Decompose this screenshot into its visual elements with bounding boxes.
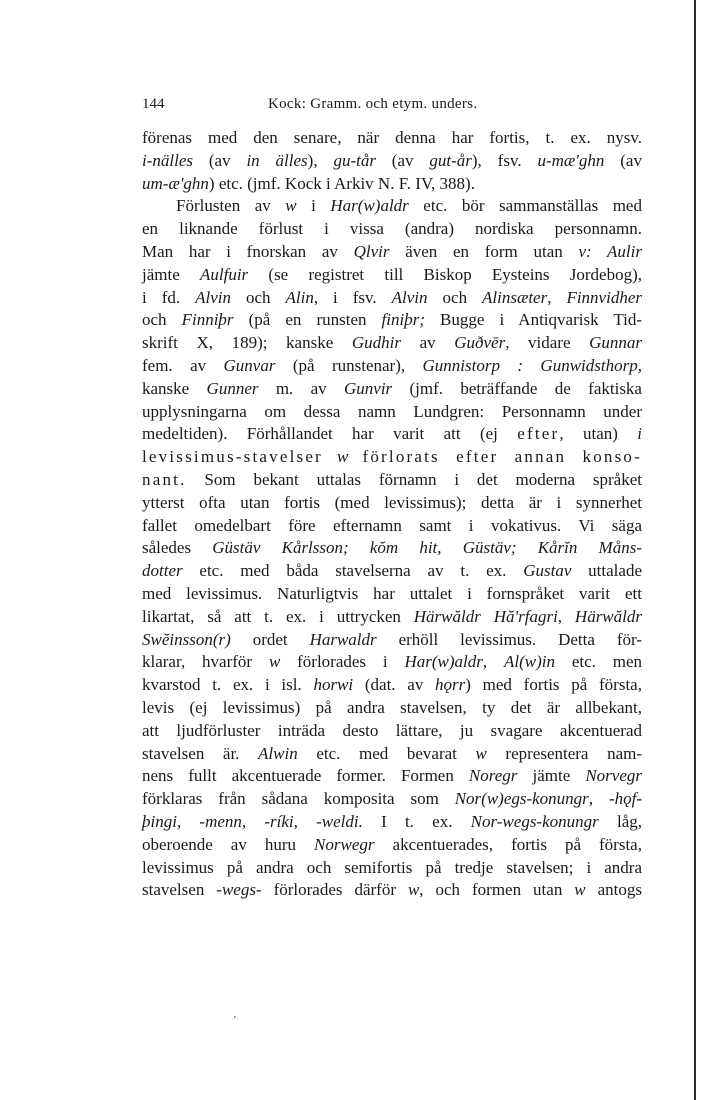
text-segment: en liknande förlust i vissa (andra) nordiska personnamn.: [142, 219, 642, 239]
text-line: [142, 469, 642, 492]
text-segment: att ljudförluster inträda desto lättare, ju svagare akcentuerad: [142, 720, 642, 740]
italic-term: Finnvidher: [566, 287, 642, 307]
italic-term: um-æ'ghn: [142, 173, 209, 193]
text-segment: av: [400, 333, 455, 353]
text-segment: ,: [588, 789, 609, 809]
text-segment: och: [427, 287, 483, 307]
text-segment: etc. men: [554, 652, 643, 672]
text-segment: medeltiden). Förhållandet har varit att (ej: [142, 424, 518, 444]
text-segment: ,: [241, 811, 265, 831]
text-segment: (jmf. beträffande de faktiska: [392, 378, 642, 398]
italic-term: w: [574, 880, 586, 900]
italic-term: Gustav: [523, 561, 572, 581]
text-segment: Som bekant uttalas förnamn i det moderna språket: [186, 469, 642, 489]
italic-term: Gunnistorp : Gunwidsthorp: [422, 355, 638, 375]
text-segment: Bugge i Antiqvarisk Tid-: [425, 310, 642, 330]
italic-term: finiþr;: [381, 310, 425, 330]
text-line: [142, 287, 642, 310]
text-segment: levis (ej levissimus) på andra stavelsen, ty det är allbekant,: [142, 697, 642, 717]
page-number: 144: [142, 96, 165, 112]
text-line: [142, 674, 642, 697]
text-line: [142, 560, 642, 583]
text-segment: m. av: [258, 378, 345, 398]
text-line: [142, 629, 642, 652]
text-segment: i fd.: [142, 287, 196, 307]
text-line: [142, 834, 642, 857]
text-segment: , utan): [559, 424, 638, 444]
text-segment: levissimus på andra och semifortis på tredje stavelsen; i andra: [142, 857, 642, 877]
text-line: [142, 583, 642, 606]
italic-term: w: [475, 743, 487, 763]
text-line: [142, 788, 642, 811]
text-segment: stavelsen är.: [142, 743, 259, 763]
text-segment: (av: [375, 150, 430, 170]
italic-term: u-mæ'ghn: [537, 150, 605, 170]
text-segment: likartat, så att t. ex. i uttrycken: [142, 606, 414, 626]
text-segment: uttalade: [571, 561, 642, 581]
text-segment: ,: [482, 652, 504, 672]
italic-term: i: [637, 424, 642, 444]
text-line: [142, 879, 642, 902]
italic-term: -menn: [199, 811, 242, 831]
text-segment: (på runstenar),: [275, 355, 423, 375]
text-segment: erhöll levissimus. Detta för-: [376, 629, 642, 649]
text-segment: ,: [293, 811, 317, 831]
italic-term: gu-tår: [333, 150, 376, 170]
italic-term: Gudhir: [351, 333, 401, 353]
running-title: Kock: Gramm. och etym. unders.: [268, 96, 478, 112]
italic-term: þingi: [142, 811, 177, 831]
italic-term: Aulfuir: [200, 264, 249, 284]
text-segment: akcentuerades, fortis på första,: [374, 834, 642, 854]
text-segment: och: [142, 310, 182, 330]
text-line: [142, 127, 642, 150]
text-line: [142, 378, 642, 401]
page-header: [142, 94, 642, 114]
text-segment: med levissimus. Naturligtvis har uttalet i fornspråket varit ett: [142, 583, 642, 603]
text-segment: förenas med den senare, när denna har fortis, t. ex. nysv.: [142, 128, 642, 147]
text-line: [142, 446, 642, 469]
text-segment: upplysningarna om dessa namn Lundgren: Personnamn under: [142, 401, 642, 421]
text-segment: även en form utan: [389, 241, 579, 261]
text-line: [142, 173, 642, 196]
text-line: [142, 195, 642, 218]
italic-term: Finniþr: [181, 310, 234, 330]
text-segment: representera nam-: [486, 743, 643, 763]
italic-term: Swĕinsson(r): [142, 629, 231, 649]
text-line: [142, 401, 642, 424]
text-segment: etc. bör sammanställas med: [408, 196, 642, 216]
italic-term: -wegs-: [216, 880, 262, 900]
text-segment: således: [142, 538, 213, 558]
text-line: [142, 857, 642, 880]
text-segment: I t. ex.: [362, 811, 471, 831]
text-segment: jämte: [142, 264, 200, 284]
italic-term: w: [407, 880, 420, 900]
italic-term: -weldi.: [316, 811, 363, 831]
body-text: [142, 127, 642, 902]
italic-term: w: [285, 196, 297, 216]
text-segment: nant.: [142, 469, 187, 489]
italic-term: Har(w)aldr: [330, 196, 409, 216]
text-segment: (av: [193, 150, 247, 170]
italic-term: w: [268, 652, 281, 672]
text-segment: skrift X, 189); kanske: [142, 333, 352, 353]
text-segment: förlorats efter annan konso-: [362, 447, 642, 467]
text-segment: förklaras från sådana komposita som: [142, 789, 455, 809]
italic-term: Harwaldr: [309, 629, 377, 649]
text-segment: kanske: [142, 378, 207, 398]
text-segment: efter: [517, 424, 560, 444]
text-segment: , och formen utan: [419, 880, 575, 900]
text-segment: ordet: [230, 629, 310, 649]
text-segment: kvarstod t. ex. i isl.: [142, 675, 314, 695]
italic-term: Alwin: [258, 743, 298, 763]
text-segment: fallet omedelbart före efternamn samt i vokativus. Vi säga: [142, 515, 642, 535]
text-segment: ,: [637, 355, 642, 375]
text-segment: oberoende av huru: [142, 834, 315, 854]
text-segment: etc. med bevarat: [297, 743, 476, 763]
text-segment: ), fsv.: [471, 150, 538, 170]
text-line: [142, 218, 642, 241]
text-line: [142, 606, 642, 629]
italic-term: gut-år: [429, 150, 472, 170]
text-line: [142, 515, 642, 538]
text-segment: antogs: [585, 880, 642, 900]
text-segment: ) med fortis på första,: [465, 675, 642, 695]
text-segment: [348, 447, 362, 466]
text-segment: [323, 447, 337, 466]
text-line: [142, 743, 642, 766]
text-segment: låg,: [598, 811, 642, 831]
text-segment: Man har i fnorskan av: [142, 241, 354, 261]
text-line: [142, 697, 642, 720]
text-segment: ) etc. (jmf. Kock i Arkiv N. F. IV, 388).: [208, 173, 475, 193]
italic-term: Nor-wegs-konungr: [470, 811, 599, 831]
text-segment: i: [296, 196, 331, 216]
italic-term: v: Aulir: [578, 241, 642, 261]
text-segment: (se registret till Biskop Eysteins Jordebog),: [248, 264, 642, 284]
text-segment: förlorades därför: [261, 880, 408, 900]
text-segment: (av: [604, 150, 642, 170]
italic-term: Har(w)aldr: [404, 652, 483, 672]
italic-term: Alvin: [391, 287, 428, 307]
italic-term: Al(w)in: [503, 652, 555, 672]
text-segment: jämte: [517, 766, 586, 786]
italic-term: Noregr: [468, 766, 518, 786]
text-segment: förlorades i: [280, 652, 405, 672]
italic-term: Nor(w)egs-konungr: [454, 789, 589, 809]
text-line: [142, 765, 642, 788]
page-edge: [694, 0, 696, 1100]
text-segment: ,: [547, 287, 567, 307]
text-line: [142, 332, 642, 355]
text-line: [142, 309, 642, 332]
italic-term: hǫrr: [435, 675, 466, 695]
text-line: [142, 537, 642, 560]
text-line: [142, 811, 642, 834]
text-segment: fem. av: [142, 355, 224, 375]
italic-term: Norwegr: [314, 834, 375, 854]
italic-term: in älles: [246, 150, 308, 170]
italic-term: Gunner: [206, 378, 259, 398]
italic-term: dotter: [142, 561, 183, 581]
italic-term: Alin: [285, 287, 314, 307]
italic-term: Güstäv Kårlsson; kŏm hit, Güstäv; Kårĭn Måns-: [212, 538, 642, 558]
italic-term: Guðvēr: [454, 333, 506, 353]
italic-term: Alvin: [195, 287, 231, 307]
text-line: [142, 423, 642, 446]
text-segment: klarar, hvarför: [142, 652, 269, 672]
text-line: [142, 720, 642, 743]
italic-term: Härwăldr Hă'rfagri, Härwăldr: [413, 606, 642, 626]
italic-term: Gunvir: [344, 378, 393, 398]
text-line: [142, 150, 642, 173]
italic-term: Alinsæter: [482, 287, 548, 307]
text-segment: Förlusten av: [176, 196, 286, 216]
stray-mark: ': [234, 1015, 236, 1026]
italic-term: w: [337, 447, 349, 467]
italic-term: Norvegr: [585, 766, 642, 786]
text-segment: etc. med båda stavelserna av t. ex.: [182, 561, 524, 581]
italic-term: horwi: [313, 675, 354, 695]
italic-term: Gunnar: [589, 333, 642, 353]
text-line: [142, 651, 642, 674]
text-segment: ytterst ofta utan fortis (med levissimus); detta är i synnerhet: [142, 492, 642, 512]
text-segment: (dat. av: [353, 675, 436, 695]
text-line: [142, 241, 642, 264]
text-segment: och: [230, 287, 286, 307]
text-segment: stavelsen: [142, 880, 217, 900]
text-line: [142, 492, 642, 515]
italic-term: Qlvir: [353, 241, 390, 261]
text-segment: ,: [176, 811, 200, 831]
text-segment: , i fsv.: [313, 287, 392, 307]
text-segment: (på en runsten: [233, 310, 382, 330]
text-segment: nens fullt akcentuerade former. Formen: [142, 766, 469, 786]
italic-term: i-nälles: [142, 150, 193, 170]
text-line: [142, 355, 642, 378]
italic-term: -ríki: [264, 811, 294, 831]
italic-term: Gunvar: [223, 355, 276, 375]
text-segment: , vidare: [505, 333, 590, 353]
italic-term: -hǫf-: [608, 789, 643, 809]
text-segment: ),: [307, 150, 334, 170]
text-line: [142, 264, 642, 287]
text-segment: levissimus-stavelser: [142, 447, 323, 467]
